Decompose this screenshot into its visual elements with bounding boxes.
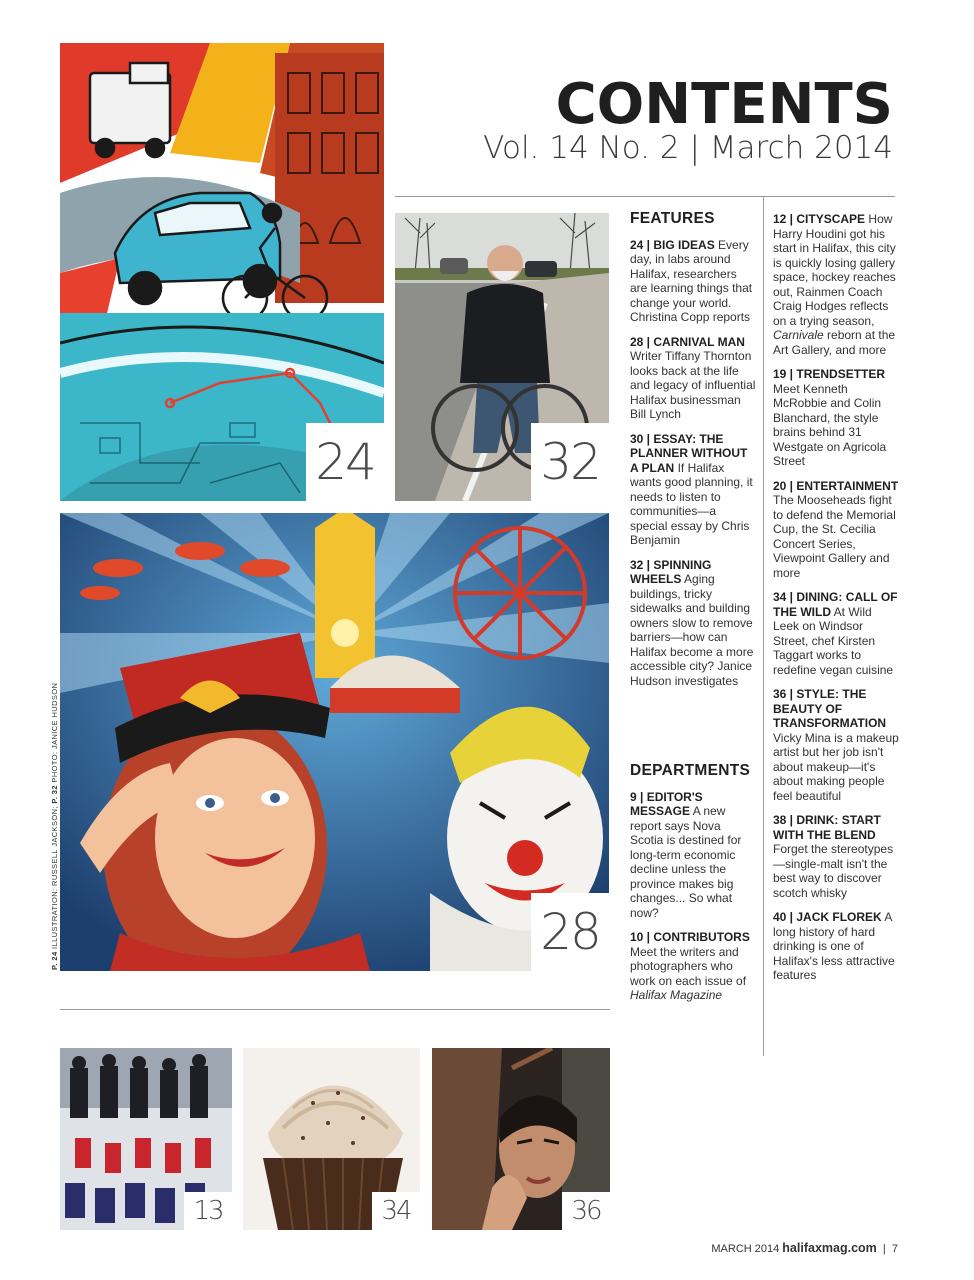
- entry-text: If Halifax wants good planning, it needs to listen to communities—a special essay by Chris Benjamin: [630, 460, 753, 547]
- page-number-28: 28: [531, 893, 609, 971]
- entry-label: 24 | BIG IDEAS: [630, 237, 715, 252]
- carnival-poster-photo: [60, 513, 609, 971]
- entry-text: Meet Kenneth McRobbie and Colin Blanchard, the style brains behind 31 Westgate on Agricola Street: [773, 381, 887, 468]
- entry-text-2: reborn at the Art Gallery, and more: [773, 328, 896, 357]
- department-entry[interactable]: [630, 930, 756, 1003]
- entry-label: 36 | STYLE: THE BEAUTY OF TRANSFORMATION: [773, 687, 887, 730]
- entry-label: 10 | CONTRIBUTORS: [630, 930, 750, 944]
- page-number-13: 13: [184, 1192, 232, 1230]
- features-column: [630, 212, 756, 698]
- entry-text: A new report says Nova Scotia is destined for long-term economic decline unless the province makes big changes... So what now?: [630, 804, 742, 920]
- feature-entry[interactable]: [630, 238, 756, 325]
- wheelchair-photo: [395, 213, 609, 501]
- entry-label: 12 | CITYSCAPE: [773, 212, 866, 226]
- page-number-32: 32: [531, 423, 609, 501]
- department-entry[interactable]: [630, 790, 756, 921]
- entry-label: 9 | EDITOR'S MESSAGE: [630, 789, 703, 818]
- header-divider: [395, 196, 895, 197]
- department-entry[interactable]: [773, 479, 899, 581]
- illustration-photo: [60, 43, 384, 501]
- carnival-poster: [60, 513, 609, 971]
- entry-text: How Harry Houdini got his start in Halifax, this city is quickly losing gallery space, hockey reaches out, Rainmen Coach Craig Hodges reflects on a trying season,: [773, 212, 896, 328]
- entry-text: Aging buildings, tricky sidewalks and building owners slow to remove barriers—how can Halifax become a more accessible city? Janice Hudson investigates: [630, 572, 754, 688]
- entry-label: 20 | ENTERTAINMENT: [773, 478, 899, 493]
- department-entry[interactable]: [773, 910, 899, 983]
- department-entry[interactable]: [773, 212, 899, 357]
- entry-text: Forget the stereotypes—single-malt isn't the best way to discover scotch whisky: [773, 842, 894, 900]
- entry-label: 32 | SPINNING WHEELS: [630, 557, 712, 586]
- departments-column: [630, 764, 756, 1013]
- entry-label: 19 | TRENDSETTER: [773, 367, 886, 381]
- page-number-34: 34: [372, 1192, 420, 1230]
- page-number-36: 36: [562, 1192, 610, 1230]
- page-footer: [711, 1241, 898, 1255]
- credit-p24-label: P. 24: [50, 951, 59, 970]
- entry-label: 40 | JACK FLOREK: [773, 910, 882, 924]
- department-entry[interactable]: [773, 590, 899, 677]
- department-entry[interactable]: [773, 813, 899, 900]
- footer-page-number: 7: [891, 1243, 898, 1255]
- entry-text: Writer Tiffany Thornton looks back at the life and legacy of influential Halifax businessman Bill Lynch: [630, 349, 756, 421]
- department-entry[interactable]: [773, 367, 899, 469]
- entry-text: A long history of hard drinking is one of Halifax's less attractive features: [773, 910, 895, 982]
- bottom-divider: [60, 1009, 610, 1010]
- features-heading: FEATURES: [630, 210, 715, 227]
- entry-text: The Mooseheads fight to defend the Memorial Cup, the St. Cecilia Concert Series, Viewpoint Gallery and more: [773, 493, 896, 580]
- credit-p32-label: P. 32: [50, 785, 59, 804]
- entry-label: 30 | ESSAY: THE PLANNER WITHOUT A PLAN: [630, 431, 748, 475]
- footer-site-link[interactable]: halifaxmag.com: [782, 1241, 877, 1255]
- footer-month: MARCH 2014: [711, 1243, 783, 1255]
- photo-credit: [50, 670, 59, 970]
- entry-label: 28 | CARNIVAL MAN: [630, 334, 745, 349]
- column-divider: [763, 196, 764, 1056]
- footer-separator: |: [876, 1243, 892, 1255]
- feature-entry[interactable]: [630, 558, 756, 689]
- feature-entry[interactable]: [630, 335, 756, 422]
- entry-label: 38 | DRINK: START WITH THE BLEND: [773, 813, 881, 842]
- entry-text: Every day, in labs around Halifax, researchers are learning things that change your world. Christina Copp reports: [630, 237, 753, 324]
- entry-text: At Wild Leek on Windsor Street, chef Kirsten Taggart works to redefine vegan cuisine: [773, 604, 894, 677]
- hockey-team-photo: [60, 1048, 232, 1230]
- page-title: CONTENTS: [555, 72, 893, 137]
- department-entry[interactable]: [773, 687, 899, 803]
- entry-italic: Carnivale: [773, 328, 824, 342]
- credit-p24-text: ILLUSTRATION: RUSSELL JACKSON;: [50, 803, 59, 952]
- right-column: [773, 212, 899, 993]
- issue-subtitle: Vol. 14 No. 2 | March 2014: [483, 130, 893, 166]
- entry-italic: Halifax Magazine: [630, 988, 723, 1002]
- entry-label: 34 | DINING: CALL OF THE WILD: [773, 590, 898, 619]
- departments-heading: DEPARTMENTS: [630, 762, 751, 779]
- feature-entry[interactable]: [630, 432, 756, 548]
- credit-p32-text: PHOTO: JANICE HUDSON: [50, 682, 59, 786]
- makeup-photo: [432, 1048, 610, 1230]
- page-number-24: 24: [306, 423, 384, 501]
- cupcake-photo: [243, 1048, 420, 1230]
- entry-text: Meet the writers and photographers who work on each issue of: [630, 944, 747, 988]
- entry-text: Vicky Mina is a makeup artist but her job isn't about makeup—it's about making people feel beautiful: [773, 730, 899, 803]
